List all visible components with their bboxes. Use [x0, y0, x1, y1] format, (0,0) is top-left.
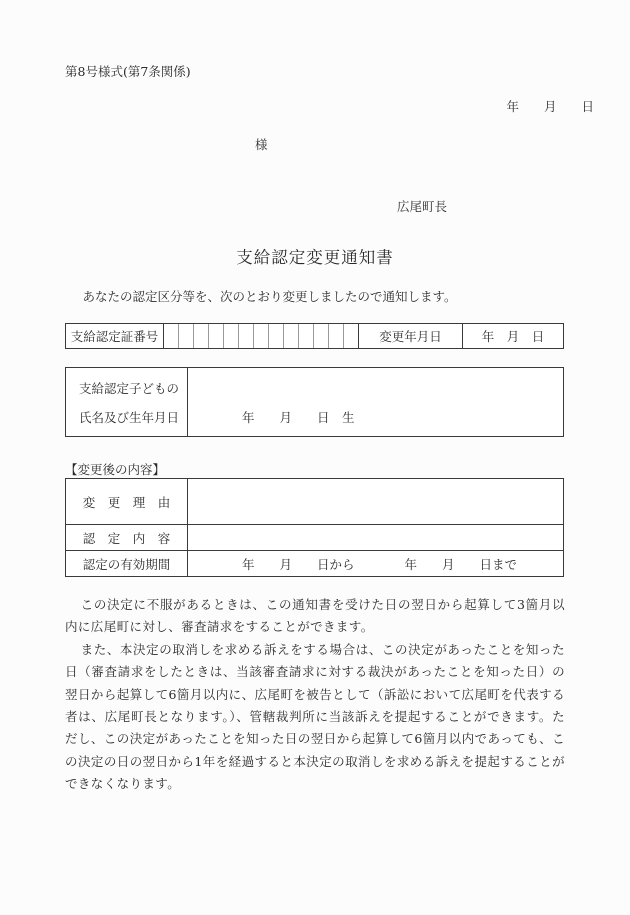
cert-number-digit-cell — [299, 324, 314, 348]
appeal-paragraph: この決定に不服があるときは、この通知書を受けた日の翌日から起算して3箇月以内に広尾町に対し、審査請求をすることができます。 — [65, 597, 565, 635]
child-info-label-line2: 氏名及び生年月日 — [79, 410, 180, 425]
cert-number-digit-cell — [194, 324, 209, 348]
change-date-value: 年 月 日 — [481, 329, 545, 344]
issuer-name: 広尾町長 — [397, 199, 448, 214]
cert-number-digit-cell — [329, 324, 344, 348]
child-info-label-line1: 支給認定子どもの — [79, 381, 180, 396]
change-reason-label: 変 更 理 由 — [66, 479, 188, 524]
after-change-heading: 【変更後の内容】 — [65, 462, 166, 477]
valid-period-value: 年 月 日から 年 月 日まで — [242, 556, 518, 572]
form-number: 第8号様式(第7条関係) — [65, 64, 191, 79]
cert-number-digit-cell — [254, 324, 269, 348]
cert-number-digit-cell — [164, 324, 179, 348]
addressee-suffix: 様 — [255, 137, 268, 152]
birth-date-line: 年 月 日 生 — [242, 410, 355, 425]
cert-number-digit-cell — [224, 324, 239, 348]
document-title: 支給認定変更通知書 — [236, 248, 394, 267]
cert-number-digit-cell — [284, 324, 299, 348]
after-change-table — [65, 478, 564, 577]
child-info-label — [66, 368, 188, 436]
cert-number-label: 支給認定証番号 — [66, 324, 164, 348]
cert-number-digit-cells — [164, 324, 359, 348]
cert-number-table — [65, 323, 564, 349]
table-row — [66, 550, 563, 576]
valid-period-label: 認定の有効期間 — [66, 551, 188, 576]
cert-number-digit-cell — [269, 324, 284, 348]
cert-content-value — [188, 525, 563, 550]
cert-number-digit-cell — [239, 324, 254, 348]
intro-sentence: あなたの認定区分等を、次のとおり変更しましたので通知します。 — [82, 289, 457, 304]
cert-number-digit-cell — [209, 324, 224, 348]
lawsuit-paragraph: また、本決定の取消しを求める訴えをする場合は、この決定があったことを知った日（審査請求をしたときは、当該審査請求に対する裁決があったことを知った日）の翌日から起算して6箇月以内に、広尾町を被告として（訴訟において広尾町を代表する者は、広尾町長となります。）、管轄裁判所に当該訴えを提起することができます。ただし、この決定があったことを知った日の翌日から起算して6箇月以内であっても、この決定の日の翌日から1年を経過すると本決定の取消しを求める訴えを提起することができなくなります。 — [65, 641, 565, 792]
cert-content-label: 認 定 内 容 — [66, 525, 188, 550]
change-date-label: 変更年月日 — [359, 324, 463, 348]
issue-date-line: 年 月 日 — [506, 99, 594, 114]
cert-number-digit-cell — [179, 324, 194, 348]
child-info-table — [65, 367, 564, 437]
table-row — [66, 479, 563, 524]
cert-number-digit-cell — [344, 324, 358, 348]
child-info-value-cell — [188, 368, 563, 436]
cert-number-digit-cell — [314, 324, 329, 348]
table-row — [66, 524, 563, 550]
legal-notes — [65, 594, 565, 796]
change-reason-value — [188, 479, 563, 524]
